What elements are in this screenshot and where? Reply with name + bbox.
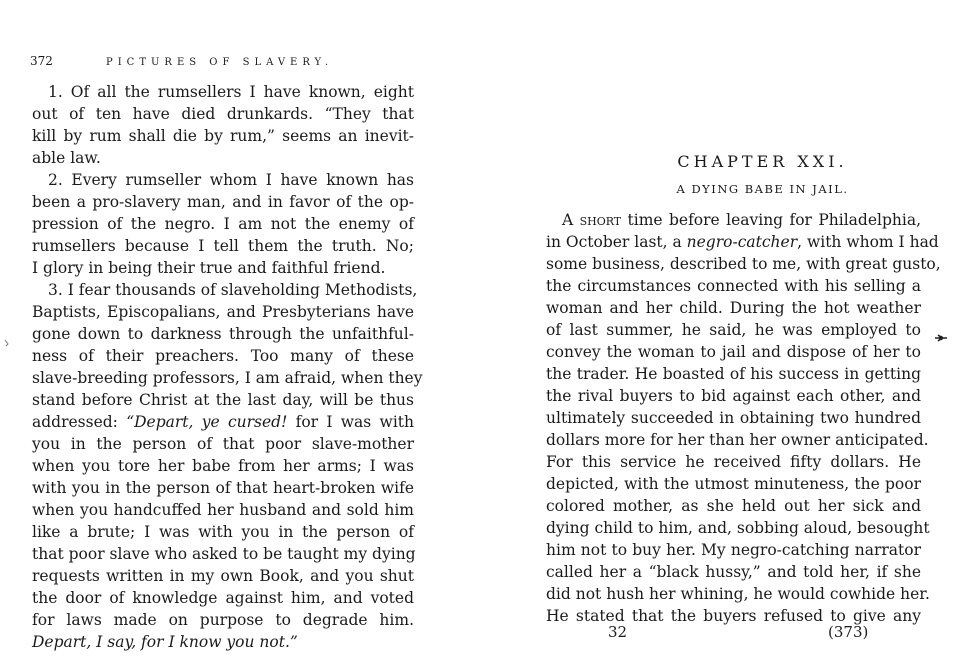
text-line: that poor slave who asked to be taught my dying xyxy=(32,545,416,563)
text-line: with you in the person of that heart-broken wife xyxy=(32,479,414,497)
text-line: He stated that the buyers refused to give any xyxy=(546,607,921,625)
text-line-mixed xyxy=(546,209,921,231)
margin-mark xyxy=(4,338,10,348)
text-line: like a brute; I was with you in the person of xyxy=(32,523,414,541)
text-line-mixed xyxy=(546,231,939,253)
text-segment: addressed: xyxy=(32,413,127,431)
text-line: dying child to him, and, sobbing aloud, besought xyxy=(546,519,930,537)
left-page xyxy=(0,0,470,668)
text-line: the circumstances connected with his selling a xyxy=(546,277,921,295)
italic-text: negro-catcher xyxy=(686,233,798,251)
text-segment: in October last, a xyxy=(546,233,687,251)
text-line: 3. I fear thousands of slaveholding Methodists, xyxy=(48,281,418,299)
italic-text: Depart, I say, for I know you not.” xyxy=(32,633,298,651)
text-line: the door of knowledge against him, and voted xyxy=(32,589,414,607)
text-line: been a pro-slavery man, and in favor of the op- xyxy=(32,193,414,211)
text-line: stand before Christ at the last day, will be thus xyxy=(32,391,414,409)
text-line: requests written in my own Book, and you shut xyxy=(32,567,414,585)
right-page-text xyxy=(546,209,941,627)
text-line: of last summer, he said, he was employed to xyxy=(546,321,921,339)
italic-quote: “Depart, ye cursed! xyxy=(126,413,288,431)
text-line: kill by rum shall die by rum,” seems an inevit- xyxy=(32,127,414,145)
chapter-title: CHAPTER XXI. xyxy=(677,152,848,171)
signature-mark: 32 xyxy=(608,623,628,641)
text-line: gone down to darkness through the unfaithful- xyxy=(32,325,414,343)
text-line: For this service he received fifty dollars. He xyxy=(546,453,921,471)
text-line: I glory in being their true and faithful friend. xyxy=(32,259,386,277)
left-page-header xyxy=(30,54,333,68)
text-line: pression of the negro. I am not the enemy of xyxy=(32,215,414,233)
text-line: him not to buy her. My negro-catching narrator xyxy=(546,541,921,559)
text-line: 1. Of all the rumsellers I have known, eight xyxy=(48,83,414,101)
text-line: able law. xyxy=(32,149,101,167)
text-line: when you handcuffed her husband and sold him xyxy=(32,501,414,519)
chapter-subtitle: A DYING BABE IN JAIL. xyxy=(676,182,849,196)
text-line: ultimately succeeded in obtaining two hundred xyxy=(546,409,921,427)
text-line: rumsellers because I tell them the truth. No; xyxy=(32,237,414,255)
text-line: the rival buyers to bid against each other, and xyxy=(546,387,921,405)
text-line: woman and her child. During the hot weather xyxy=(546,299,921,317)
text-line: the trader. He boasted of his success in getting xyxy=(546,365,921,383)
text-line: out of ten have died drunkards. “They that xyxy=(32,105,414,123)
text-line: ness of their preachers. Too many of these xyxy=(32,347,414,365)
text-line: for laws made on purpose to degrade him. xyxy=(32,611,414,629)
right-page-number: (373) xyxy=(828,623,869,641)
text-line: 2. Every rumseller whom I have known has xyxy=(48,171,414,189)
text-line: depicted, with the utmost minuteness, the poor xyxy=(546,475,921,493)
text-line-italic xyxy=(32,631,414,653)
margin-mark xyxy=(934,333,948,343)
text-line: some business, described to me, with great gusto, xyxy=(546,255,941,273)
text-line-mixed xyxy=(32,411,414,433)
text-line: did not hush her whining, he would cowhide her. xyxy=(546,585,930,603)
text-line: called her a “black hussy,” and told her, if she xyxy=(546,563,921,581)
text-line: colored mother, as she held out her sick and xyxy=(546,497,921,515)
text-segment: for I was with xyxy=(287,413,414,431)
text-line: slave-breeding professors, I am afraid, when they xyxy=(32,369,423,387)
text-line: convey the woman to jail and dispose of her to xyxy=(546,343,921,361)
text-line: you in the person of that poor slave-mother xyxy=(32,435,414,453)
text-line: Baptists, Episcopalians, and Presbyterians have xyxy=(32,303,414,321)
left-page-number: 372 xyxy=(30,54,53,68)
text-line: dollars more for her than her owner anticipated. xyxy=(546,431,929,449)
right-page xyxy=(490,0,980,668)
running-head: PICTURES OF SLAVERY. xyxy=(106,57,334,68)
text-segment: time before leaving for Philadelphia, xyxy=(621,211,921,229)
left-page-text xyxy=(32,81,423,653)
small-caps-opening: A short xyxy=(562,211,622,229)
text-line: when you tore her babe from her arms; I was xyxy=(32,457,414,475)
text-segment: , with whom I had xyxy=(797,233,939,251)
